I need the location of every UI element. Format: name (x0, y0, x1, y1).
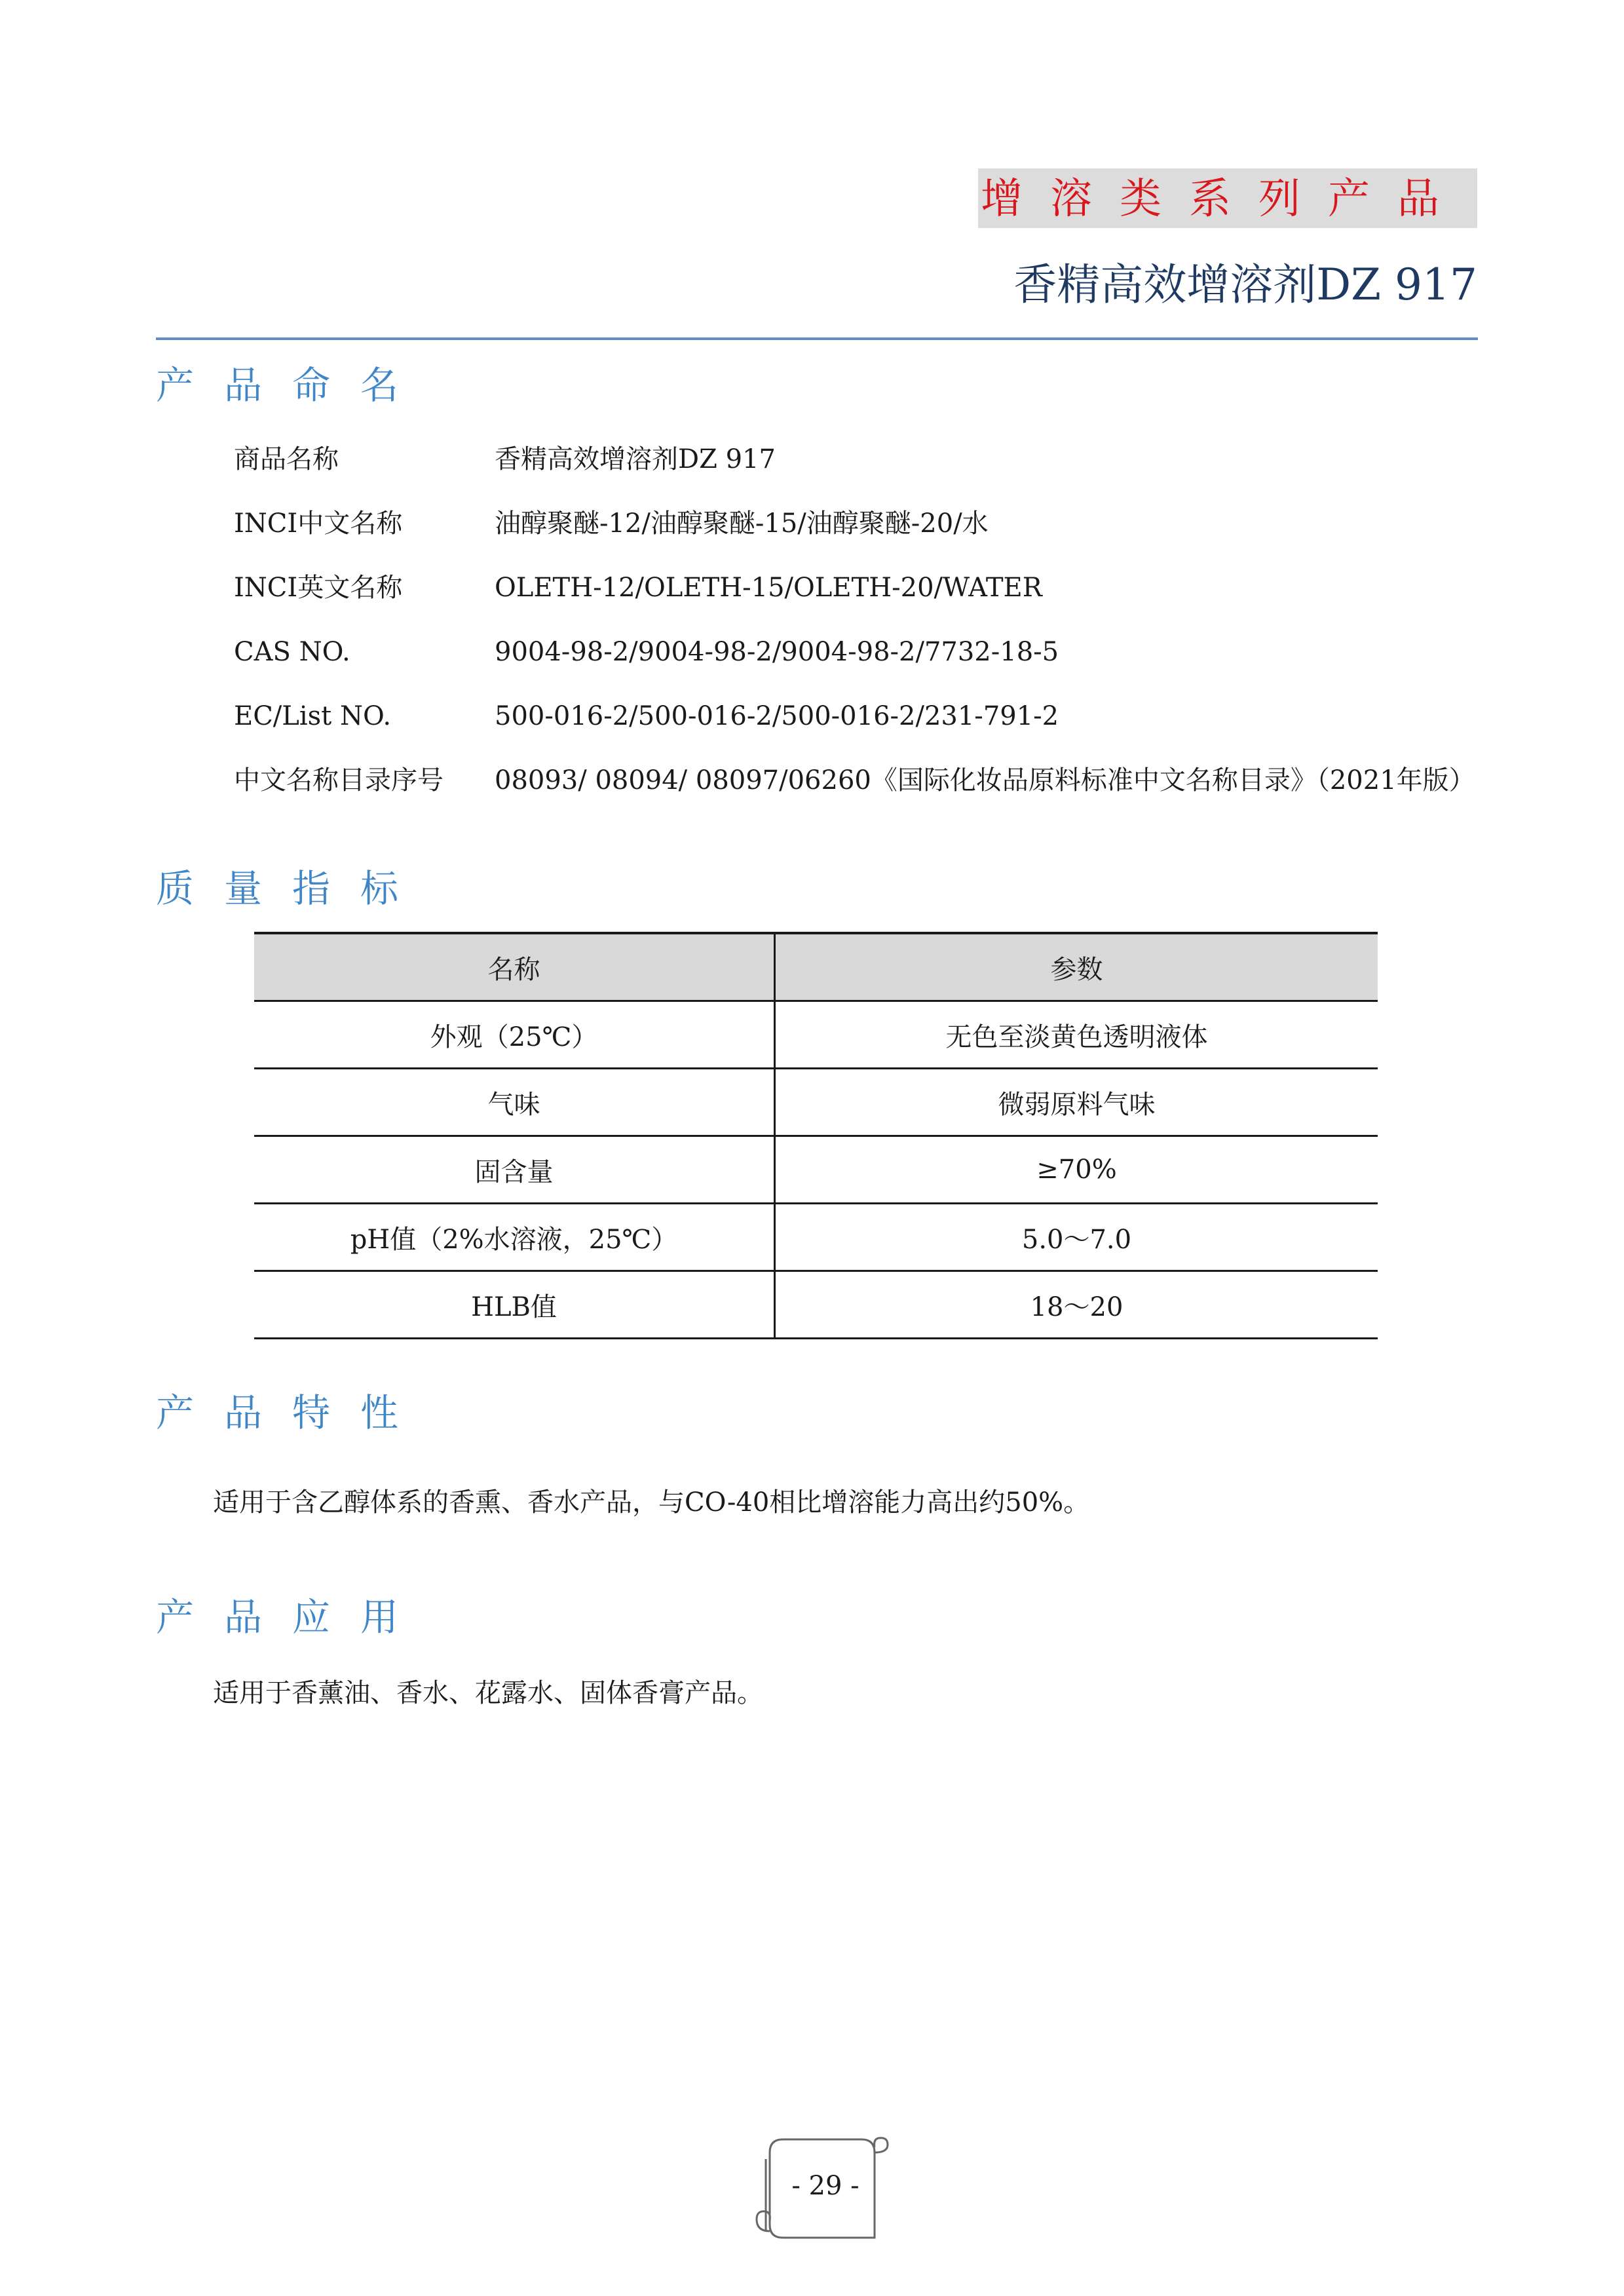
naming-label: CAS NO. (234, 637, 350, 667)
naming-label: INCI中文名称 (234, 508, 403, 539)
table-row (254, 1069, 1378, 1136)
table-cell: 外观（25℃） (254, 1001, 775, 1069)
application-heading: 产品应用 (156, 1595, 429, 1639)
quality-table (254, 932, 1378, 1339)
application-text: 适用于香薰油、香水、花露水、固体香膏产品。 (213, 1678, 763, 1708)
naming-label: 商品名称 (234, 444, 339, 474)
naming-value: 9004-98-2/9004-98-2/9004-98-2/7732-18-5 (495, 637, 1059, 667)
table-header-row (254, 933, 1378, 1001)
features-heading: 产品特性 (156, 1390, 429, 1435)
title-divider (156, 337, 1478, 340)
column-header: 参数 (775, 933, 1378, 1001)
naming-value: OLETH-12/OLETH-15/OLETH-20/WATER (495, 573, 1042, 603)
table-row (254, 1271, 1378, 1339)
table-row (254, 1136, 1378, 1204)
naming-value: 香精高效增溶剂DZ 917 (495, 444, 776, 474)
naming-label: INCI英文名称 (234, 573, 403, 603)
table-cell: 5.0～7.0 (775, 1204, 1378, 1271)
table-cell: 固含量 (254, 1136, 775, 1204)
table-row (254, 1001, 1378, 1069)
naming-value: 500-016-2/500-016-2/500-016-2/231-791-2 (495, 701, 1059, 731)
features-text: 适用于含乙醇体系的香熏、香水产品，与CO-40相比增溶能力高出约50%。 (213, 1487, 1090, 1518)
naming-label: 中文名称目录序号 (234, 765, 444, 795)
quality-heading: 质量指标 (156, 866, 429, 911)
naming-heading: 产品命名 (156, 363, 429, 408)
series-title: 增溶类系列产品 (981, 175, 1467, 223)
product-title: 香精高效增溶剂DZ 917 (1013, 259, 1477, 310)
table-cell: 无色至淡黄色透明液体 (775, 1001, 1378, 1069)
table-cell: 18～20 (775, 1271, 1378, 1339)
naming-label: EC/List NO. (234, 701, 392, 731)
naming-value: 08093/ 08094/ 08097/06260《国际化妆品原料标准中文名称目录》（2021年版） (495, 765, 1475, 795)
column-header: 名称 (254, 933, 775, 1001)
table-cell: ≥70% (775, 1136, 1378, 1204)
table-row (254, 1204, 1378, 1271)
table-cell: pH值（2%水溶液，25℃） (254, 1204, 775, 1271)
naming-value: 油醇聚醚-12/油醇聚醚-15/油醇聚醚-20/水 (495, 508, 989, 539)
table-cell: 微弱原料气味 (775, 1069, 1378, 1136)
table-cell: HLB值 (254, 1271, 775, 1339)
page-number: - 29 - (791, 2171, 859, 2201)
table-cell: 气味 (254, 1069, 775, 1136)
